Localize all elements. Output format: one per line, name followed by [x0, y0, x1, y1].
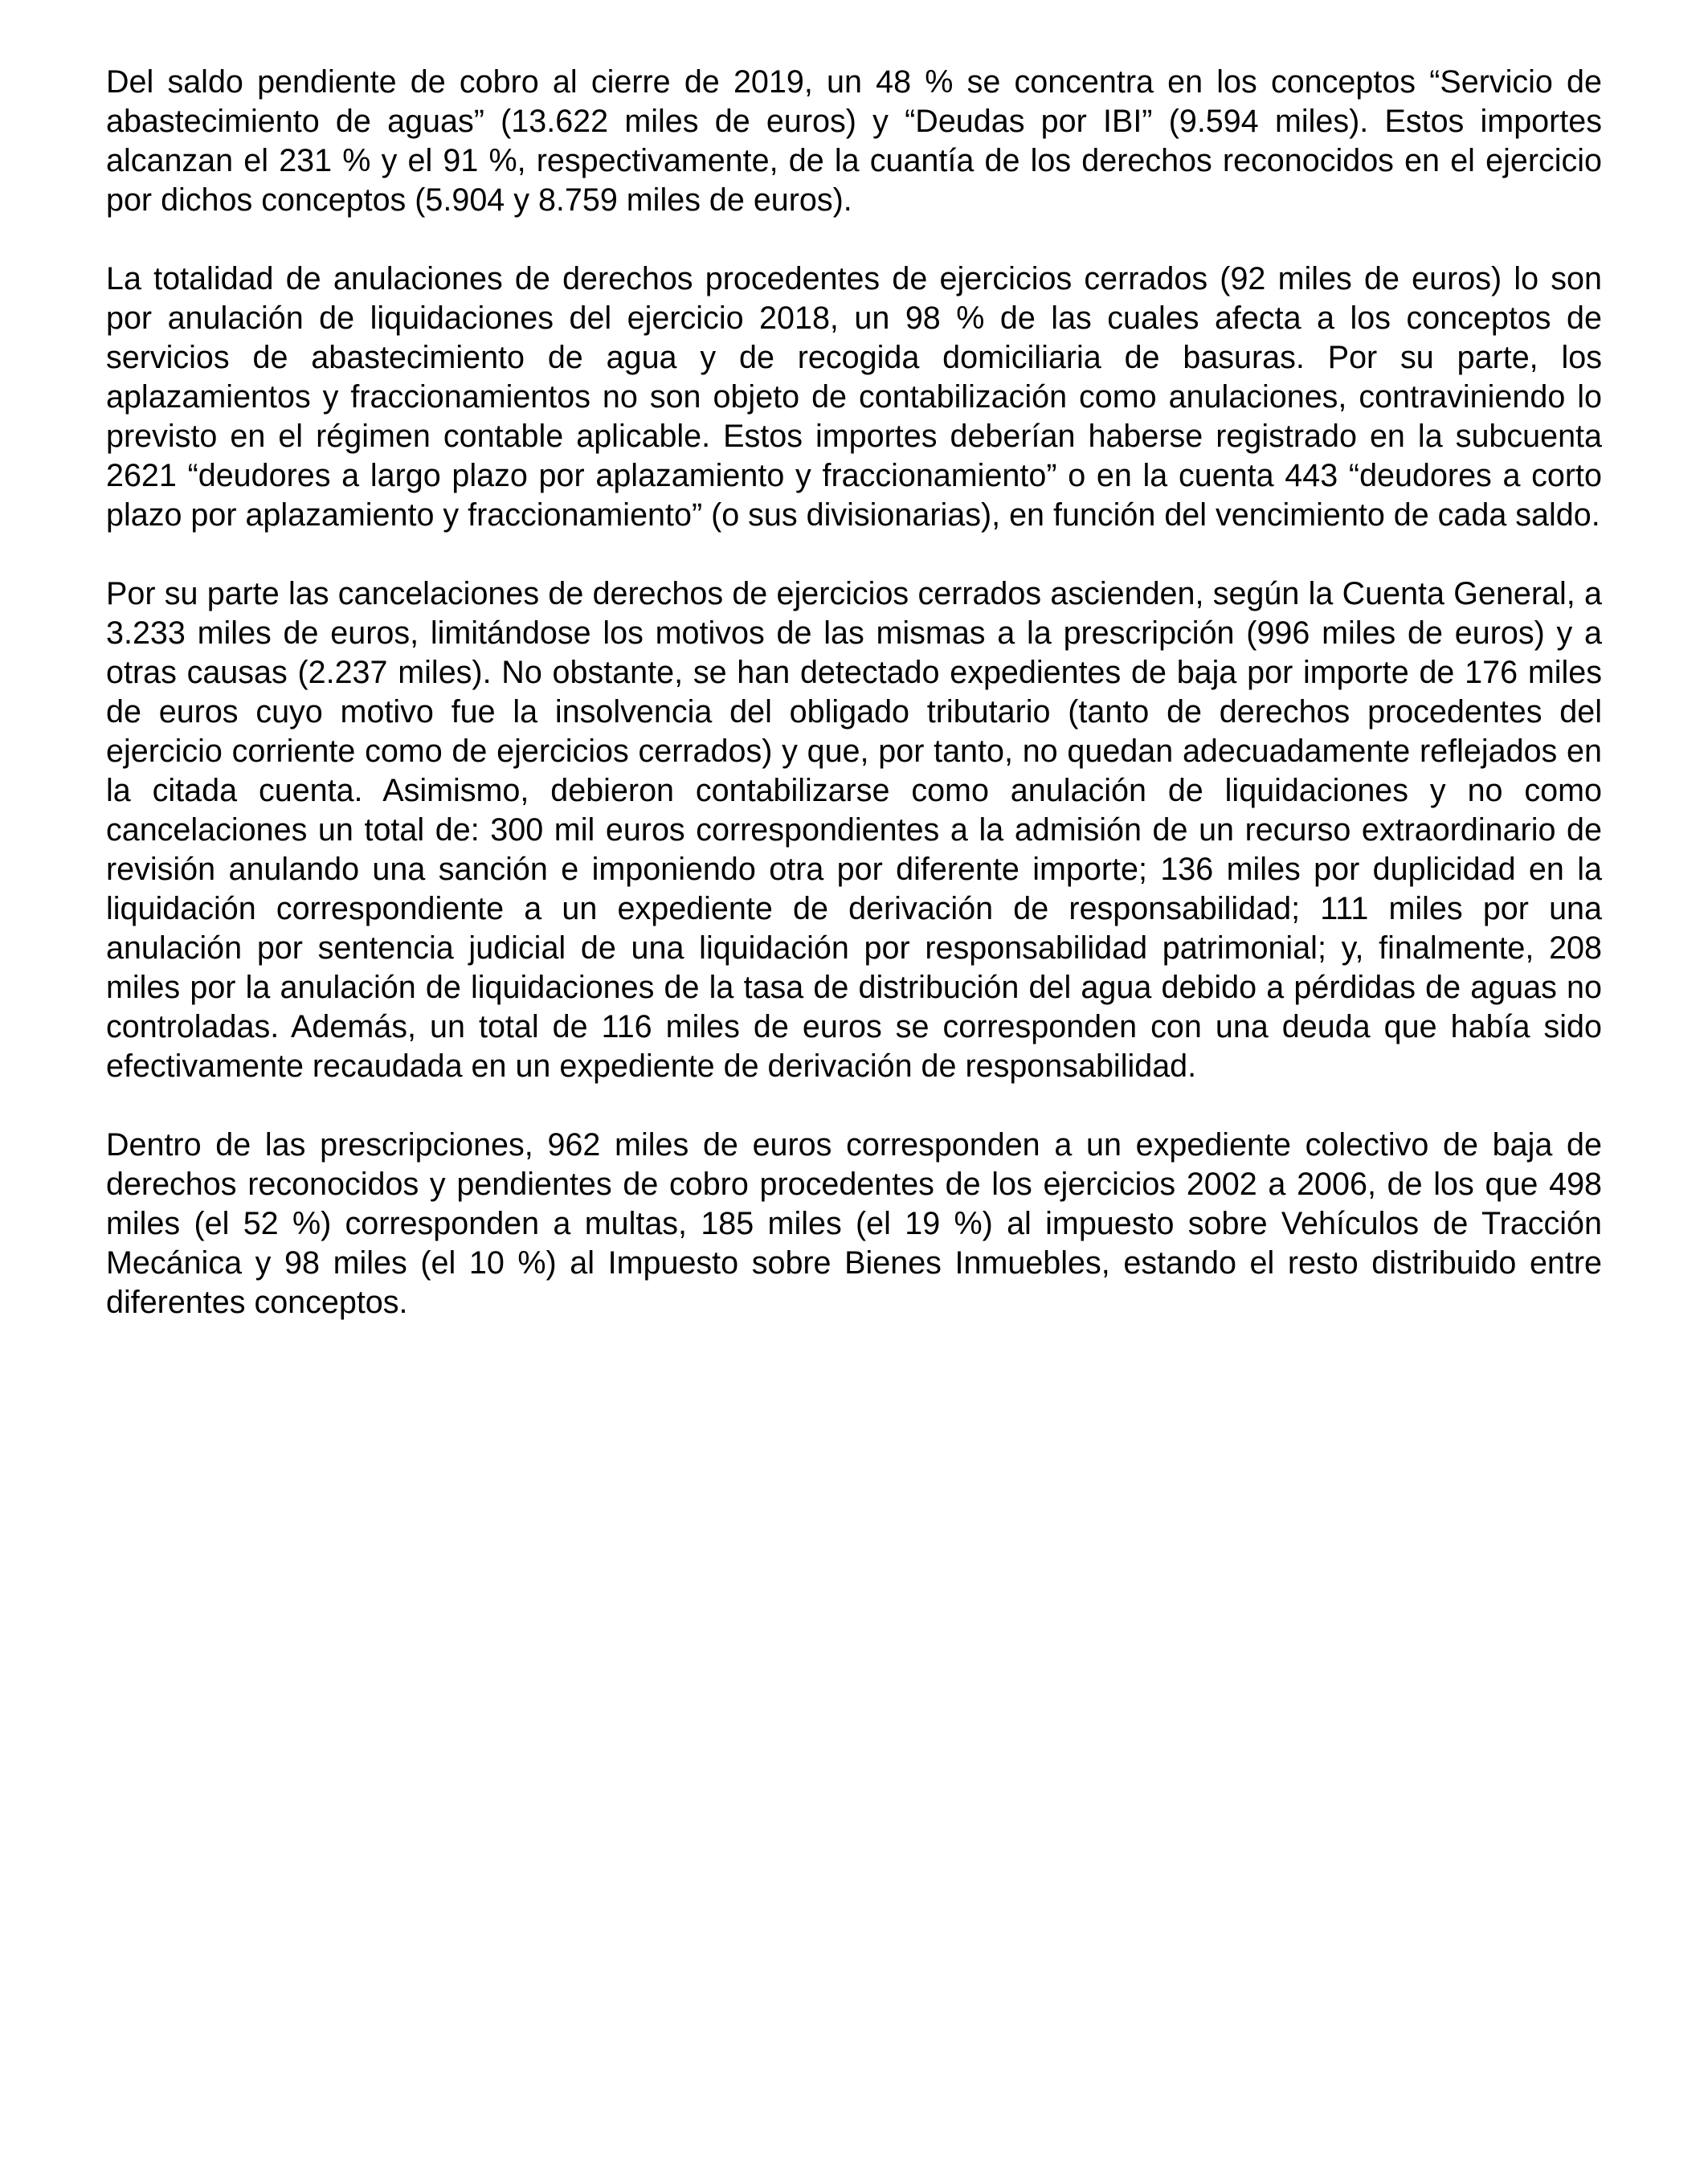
paragraph-prescripciones: Dentro de las prescripciones, 962 miles de euros corresponden a un expediente colectivo de baja de derechos reconocidos y pendientes de cobro procedentes de los ejercicios 2002 a 2006, de los que 498 miles (el 52 %) corresponden a multas, 185 miles (el 19 %) al impuesto sobre Vehículos de Tracción Mecánica y 98 miles (el 10 %) al Impuesto sobre Bienes Inmuebles, estando el resto distribuido entre diferentes conceptos.	[106, 1127, 1602, 1320]
paragraph-anulaciones: La totalidad de anulaciones de derechos procedentes de ejercicios cerrados (92 miles de euros) lo son por anulación de liquidaciones del ejercicio 2018, un 98 % de las cuales afecta a los conceptos de servicios de abastecimiento de agua y de recogida domiciliaria de basuras. Por su parte, los aplazamientos y fraccionamientos no son objeto de contabilización como anulaciones, contraviniendo lo previsto en el régimen contable aplicable. Estos importes deberían haberse registrado en la subcuenta 2621 “deudores a largo plazo por aplazamiento y fraccionamiento” o en la cuenta 443 “deudores a corto plazo por aplazamiento y fraccionamiento” (o sus divisionarias), en función del vencimiento de cada saldo.	[106, 261, 1602, 533]
document-page	[106, 63, 1602, 1362]
paragraph-cancelaciones: Por su parte las cancelaciones de derechos de ejercicios cerrados ascienden, según la Cuenta General, a 3.233 miles de euros, limitándose los motivos de las mismas a la prescripción (996 miles de euros) y a otras causas (2.237 miles). No obstante, se han detectado expedientes de baja por importe de 176 miles de euros cuyo motivo fue la insolvencia del obligado tributario (tanto de derechos procedentes del ejercicio corriente como de ejercicios cerrados) y que, por tanto, no quedan adecuadamente reflejados en la citada cuenta. Asimismo, debieron contabilizarse como anulación de liquidaciones y no como cancelaciones un total de: 300 mil euros correspondientes a la admisión de un recurso extraordinario de revisión anulando una sanción e imponiendo otra por diferente importe; 136 miles por duplicidad en la liquidación correspondiente a un expediente de derivación de responsabilidad; 111 miles por una anulación por sentencia judicial de una liquidación por responsabilidad patrimonial; y, finalmente, 208 miles por la anulación de liquidaciones de la tasa de distribución del agua debido a pérdidas de aguas no controladas. Además, un total de 116 miles de euros se corresponden con una deuda que había sido efectivamente recaudada en un expediente de derivación de responsabilidad.	[106, 576, 1602, 1084]
paragraph-saldo-pendiente: Del saldo pendiente de cobro al cierre de 2019, un 48 % se concentra en los conceptos “Servicio de abastecimiento de aguas” (13.622 miles de euros) y “Deudas por IBI” (9.594 miles). Estos importes alcanzan el 231 % y el 91 %, respectivamente, de la cuantía de los derechos reconocidos en el ejercicio por dichos conceptos (5.904 y 8.759 miles de euros).	[106, 64, 1602, 218]
